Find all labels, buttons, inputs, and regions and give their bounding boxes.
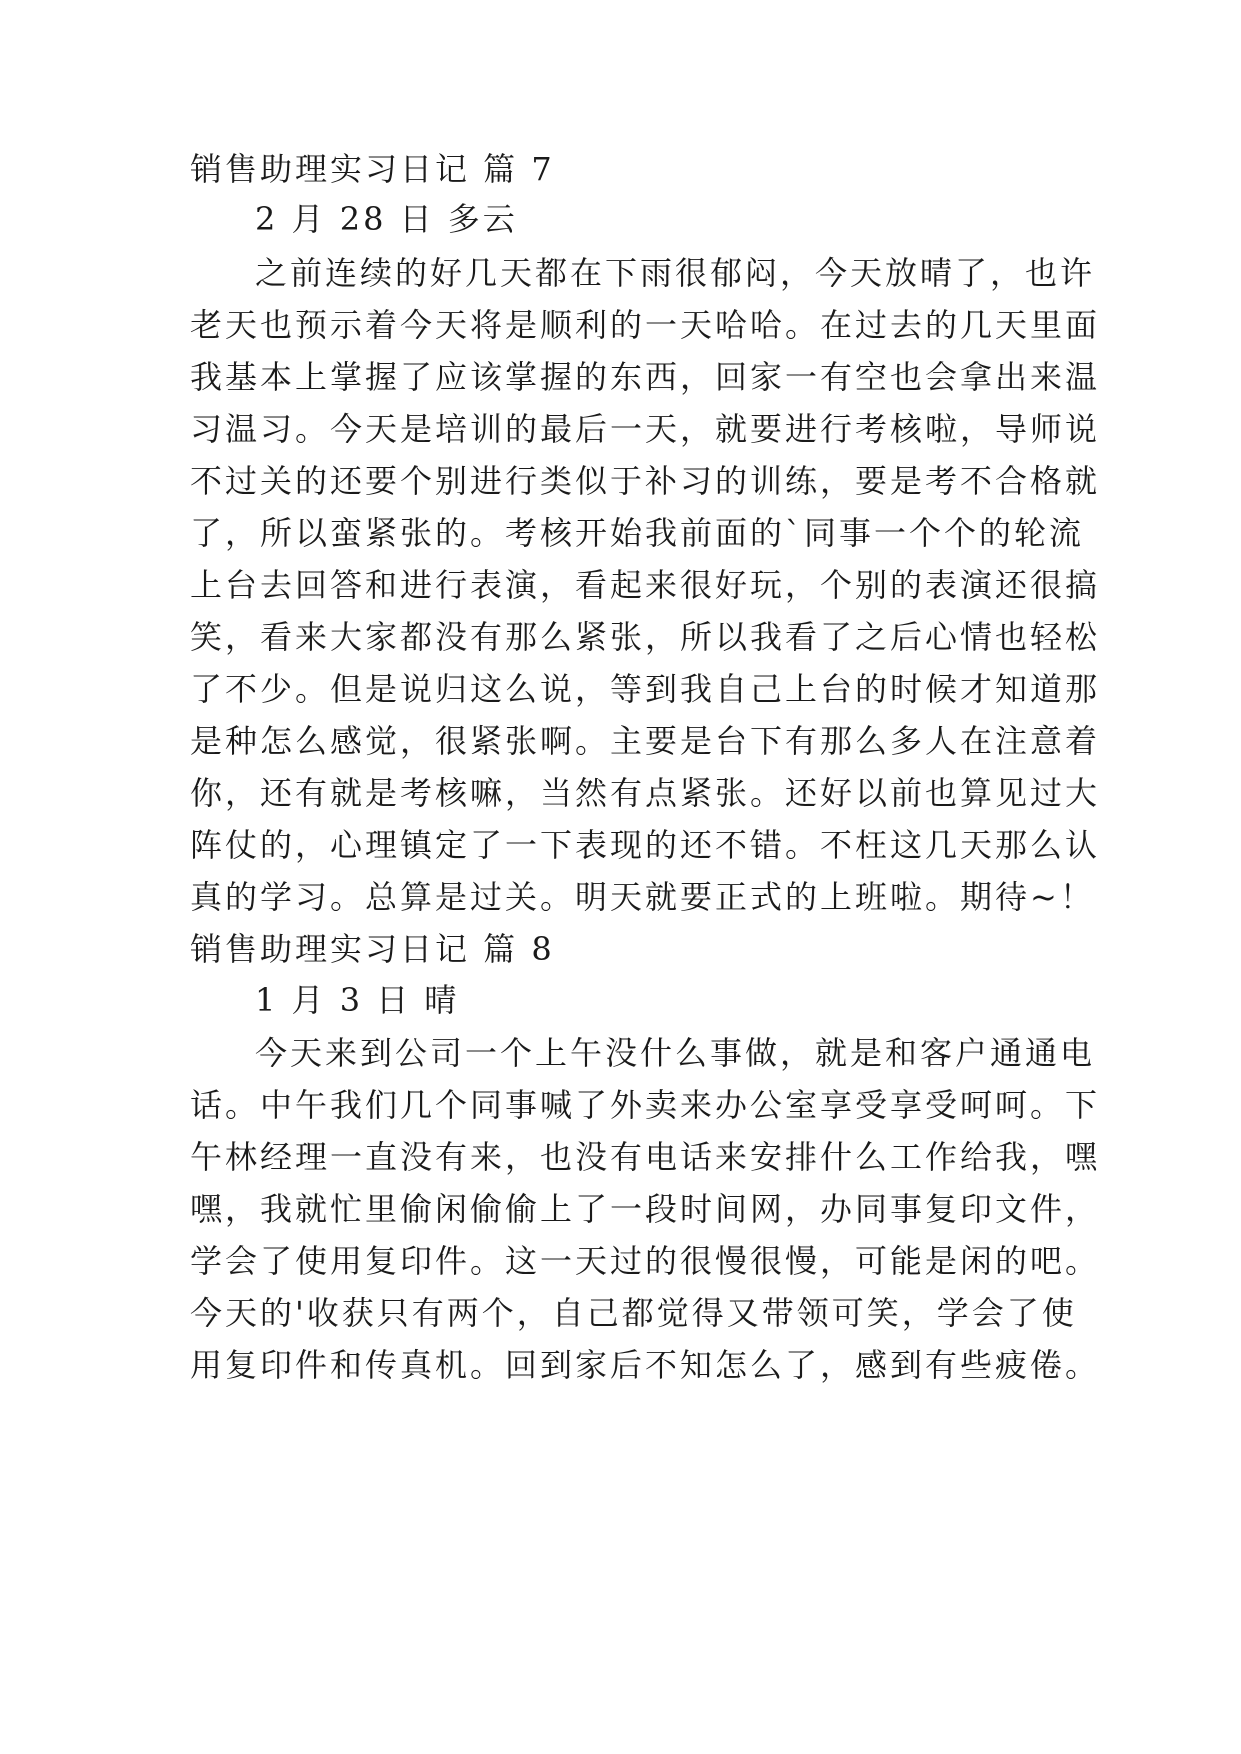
entry-title: 销售助理实习日记 篇 7	[190, 150, 555, 188]
body-line: 老天也预示着今天将是顺利的一天哈哈。在过去的几天里面	[190, 306, 1101, 344]
body-line: 真的学习。总算是过关。明天就要正式的上班啦。期待~！	[190, 878, 1095, 916]
body-line: 阵仗的，心理镇定了一下表现的还不错。不枉这几天那么认	[190, 826, 1101, 864]
body-line: 了，所以蛮紧张的。考核开始我前面的`同事一个个的轮流	[190, 514, 1085, 552]
entry-title: 销售助理实习日记 篇 8	[190, 930, 555, 968]
entry-date-weather: 1 月 3 日 晴	[255, 981, 460, 1019]
body-line: 习温习。今天是培训的最后一天，就要进行考核啦，导师说	[190, 410, 1101, 448]
body-line: 今天的'收获只有两个，自己都觉得又带领可笑，学会了使	[190, 1294, 1077, 1332]
body-line: 不过关的还要个别进行类似于补习的训练，要是考不合格就	[190, 462, 1101, 500]
body-line: 话。中午我们几个同事喊了外卖来办公室享受享受呵呵。下	[190, 1086, 1101, 1124]
body-line: 笑，看来大家都没有那么紧张，所以我看了之后心情也轻松	[190, 618, 1101, 656]
body-line: 今天来到公司一个上午没什么事做，就是和客户通通电	[255, 1034, 1096, 1072]
body-line: 了不少。但是说归这么说，等到我自己上台的时候才知道那	[190, 670, 1101, 708]
body-line: 是种怎么感觉，很紧张啊。主要是台下有那么多人在注意着	[190, 722, 1101, 760]
body-line: 用复印件和传真机。回到家后不知怎么了，感到有些疲倦。	[190, 1346, 1101, 1384]
body-line: 之前连续的好几天都在下雨很郁闷，今天放晴了，也许	[255, 254, 1096, 292]
entry-date-weather: 2 月 28 日 多云	[255, 200, 518, 238]
body-line: 你，还有就是考核嘛，当然有点紧张。还好以前也算见过大	[190, 774, 1101, 812]
body-line: 我基本上掌握了应该掌握的东西，回家一有空也会拿出来温	[190, 358, 1101, 396]
body-line: 上台去回答和进行表演，看起来很好玩，个别的表演还很搞	[190, 566, 1101, 604]
body-line: 学会了使用复印件。这一天过的很慢很慢，可能是闲的吧。	[190, 1242, 1101, 1280]
body-line: 嘿，我就忙里偷闲偷偷上了一段时间网，办同事复印文件，	[190, 1190, 1101, 1228]
body-line: 午林经理一直没有来，也没有电话来安排什么工作给我，嘿	[190, 1138, 1101, 1176]
